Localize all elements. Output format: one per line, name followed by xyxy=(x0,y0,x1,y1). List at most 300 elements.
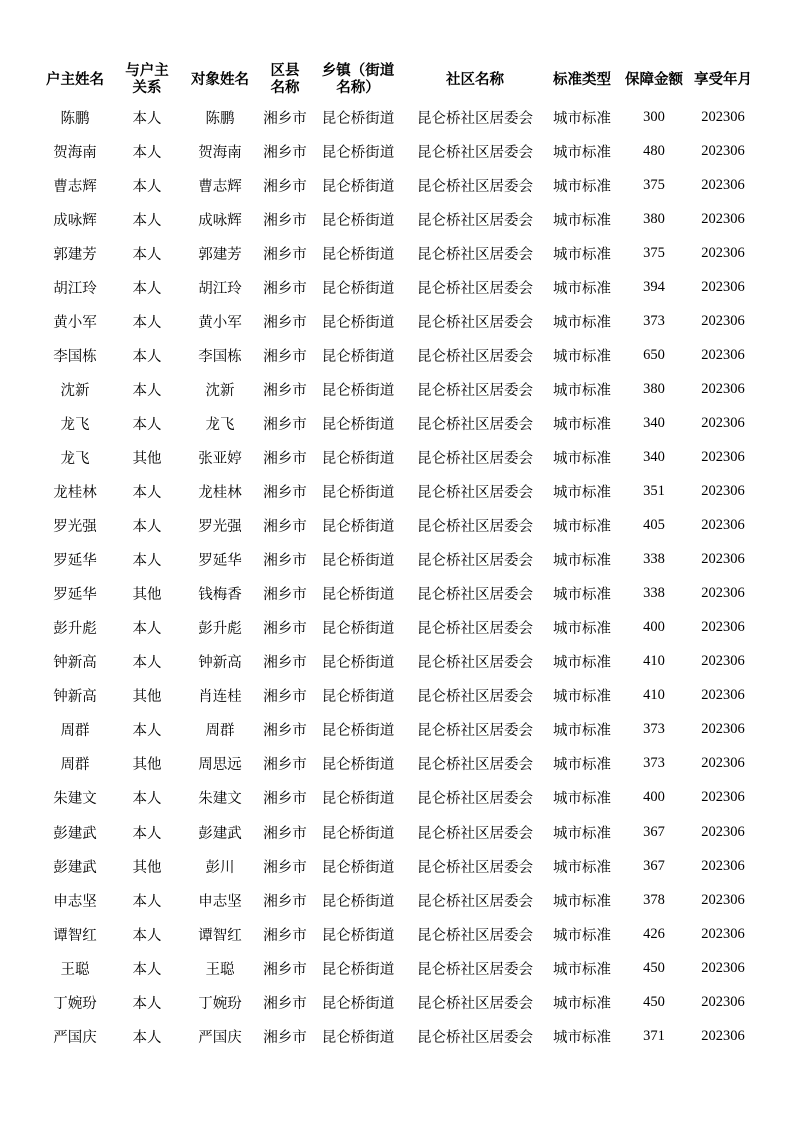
household-head-name-cell: 钟新高 xyxy=(53,655,97,672)
community-cell: 昆仑桥社区居委会 xyxy=(417,825,533,842)
relation-cell: 本人 xyxy=(132,1029,162,1046)
community-cell: 昆仑桥社区居委会 xyxy=(417,655,533,672)
table-row xyxy=(38,713,756,747)
community-cell: 昆仑桥社区居委会 xyxy=(417,144,533,161)
amount-cell: 371 xyxy=(643,1027,665,1044)
county-cell: 湘乡市 xyxy=(263,553,307,570)
community-cell: 昆仑桥社区居委会 xyxy=(417,416,533,433)
town-street-cell: 昆仑桥街道 xyxy=(321,689,395,706)
month-cell: 202306 xyxy=(701,380,745,397)
household-head-name-cell: 成咏辉 xyxy=(53,212,97,229)
table-header xyxy=(38,60,756,100)
table-row xyxy=(38,372,756,406)
amount-cell: 340 xyxy=(643,414,665,431)
household-head-name-cell: 龙飞 xyxy=(60,416,90,433)
household-head-name-cell: 郭建芳 xyxy=(53,246,97,263)
header-benefit-amount xyxy=(618,60,690,100)
town-street-cell: 昆仑桥街道 xyxy=(321,485,395,502)
relation-cell: 本人 xyxy=(132,144,162,161)
amount-cell: 400 xyxy=(643,789,665,806)
table-row xyxy=(38,338,756,372)
town-street-cell: 昆仑桥街道 xyxy=(321,212,395,229)
amount-cell: 375 xyxy=(643,244,665,261)
amount-cell: 380 xyxy=(643,380,665,397)
month-cell: 202306 xyxy=(701,448,745,465)
header-label: 关系 xyxy=(132,80,162,96)
community-cell: 昆仑桥社区居委会 xyxy=(417,348,533,365)
town-street-cell: 昆仑桥街道 xyxy=(321,314,395,331)
relation-cell: 本人 xyxy=(132,110,162,127)
standard-type-cell: 城市标准 xyxy=(553,757,611,774)
recipient-name-cell: 彭建武 xyxy=(198,825,242,842)
town-street-cell: 昆仑桥街道 xyxy=(321,1029,395,1046)
recipient-name-cell: 彭川 xyxy=(205,859,235,876)
document-page xyxy=(38,60,756,1053)
county-cell: 湘乡市 xyxy=(263,485,307,502)
table-row xyxy=(38,134,756,168)
community-cell: 昆仑桥社区居委会 xyxy=(417,178,533,195)
relation-cell: 本人 xyxy=(132,553,162,570)
amount-cell: 410 xyxy=(643,653,665,670)
recipient-name-cell: 成咏辉 xyxy=(198,212,242,229)
county-cell: 湘乡市 xyxy=(263,280,307,297)
month-cell: 202306 xyxy=(701,346,745,363)
relation-cell: 本人 xyxy=(132,893,162,910)
table-row xyxy=(38,168,756,202)
recipient-name-cell: 罗延华 xyxy=(198,553,242,570)
community-cell: 昆仑桥社区居委会 xyxy=(417,314,533,331)
standard-type-cell: 城市标准 xyxy=(553,961,611,978)
household-head-name-cell: 沈新 xyxy=(60,382,90,399)
standard-type-cell: 城市标准 xyxy=(553,791,611,808)
standard-type-cell: 城市标准 xyxy=(553,178,611,195)
amount-cell: 450 xyxy=(643,993,665,1010)
table-row xyxy=(38,236,756,270)
month-cell: 202306 xyxy=(701,210,745,227)
month-cell: 202306 xyxy=(701,721,745,738)
amount-cell: 410 xyxy=(643,687,665,704)
community-cell: 昆仑桥社区居委会 xyxy=(417,961,533,978)
household-head-name-cell: 陈鹏 xyxy=(60,110,90,127)
relation-cell: 本人 xyxy=(132,723,162,740)
household-head-name-cell: 胡江玲 xyxy=(53,280,97,297)
household-head-name-cell: 李国栋 xyxy=(53,348,97,365)
header-label: 享受年月 xyxy=(694,71,752,88)
county-cell: 湘乡市 xyxy=(263,178,307,195)
month-cell: 202306 xyxy=(701,108,745,125)
town-street-cell: 昆仑桥街道 xyxy=(321,450,395,467)
county-cell: 湘乡市 xyxy=(263,587,307,604)
community-cell: 昆仑桥社区居委会 xyxy=(417,791,533,808)
relation-cell: 本人 xyxy=(132,961,162,978)
household-head-name-cell: 彭建武 xyxy=(53,859,97,876)
amount-cell: 367 xyxy=(643,857,665,874)
household-head-name-cell: 申志坚 xyxy=(53,893,97,910)
household-head-name-cell: 周群 xyxy=(60,723,90,740)
county-cell: 湘乡市 xyxy=(263,519,307,536)
community-cell: 昆仑桥社区居委会 xyxy=(417,757,533,774)
table-row xyxy=(38,815,756,849)
community-cell: 昆仑桥社区居委会 xyxy=(417,689,533,706)
amount-cell: 351 xyxy=(643,483,665,500)
county-cell: 湘乡市 xyxy=(263,1029,307,1046)
recipient-name-cell: 曹志辉 xyxy=(198,178,242,195)
relation-cell: 本人 xyxy=(132,348,162,365)
household-head-name-cell: 龙桂林 xyxy=(53,485,97,502)
standard-type-cell: 城市标准 xyxy=(553,655,611,672)
household-head-name-cell: 罗光强 xyxy=(53,519,97,536)
household-head-name-cell: 贺海南 xyxy=(53,144,97,161)
amount-cell: 373 xyxy=(643,755,665,772)
community-cell: 昆仑桥社区居委会 xyxy=(417,723,533,740)
amount-cell: 650 xyxy=(643,346,665,363)
relation-cell: 本人 xyxy=(132,314,162,331)
month-cell: 202306 xyxy=(701,993,745,1010)
town-street-cell: 昆仑桥街道 xyxy=(321,621,395,638)
recipient-name-cell: 沈新 xyxy=(205,382,235,399)
table-row xyxy=(38,951,756,985)
amount-cell: 367 xyxy=(643,823,665,840)
standard-type-cell: 城市标准 xyxy=(553,587,611,604)
month-cell: 202306 xyxy=(701,278,745,295)
recipient-name-cell: 黄小军 xyxy=(198,314,242,331)
town-street-cell: 昆仑桥街道 xyxy=(321,961,395,978)
amount-cell: 378 xyxy=(643,891,665,908)
community-cell: 昆仑桥社区居委会 xyxy=(417,246,533,263)
household-head-name-cell: 钟新高 xyxy=(53,689,97,706)
county-cell: 湘乡市 xyxy=(263,450,307,467)
relation-cell: 本人 xyxy=(132,791,162,808)
recipient-name-cell: 罗光强 xyxy=(198,519,242,536)
table-row xyxy=(38,1019,756,1053)
recipient-name-cell: 钟新高 xyxy=(198,655,242,672)
recipient-name-cell: 谭智红 xyxy=(198,927,242,944)
town-street-cell: 昆仑桥街道 xyxy=(321,280,395,297)
amount-cell: 373 xyxy=(643,312,665,329)
table-row xyxy=(38,781,756,815)
relation-cell: 本人 xyxy=(132,519,162,536)
month-cell: 202306 xyxy=(701,653,745,670)
recipient-name-cell: 周思远 xyxy=(198,757,242,774)
amount-cell: 400 xyxy=(643,619,665,636)
amount-cell: 373 xyxy=(643,721,665,738)
standard-type-cell: 城市标准 xyxy=(553,382,611,399)
standard-type-cell: 城市标准 xyxy=(553,621,611,638)
standard-type-cell: 城市标准 xyxy=(553,110,611,127)
county-cell: 湘乡市 xyxy=(263,314,307,331)
relation-cell: 本人 xyxy=(132,382,162,399)
header-label: 区县 xyxy=(270,63,300,79)
county-cell: 湘乡市 xyxy=(263,927,307,944)
relation-cell: 本人 xyxy=(132,178,162,195)
recipient-name-cell: 胡江玲 xyxy=(198,280,242,297)
relation-cell: 本人 xyxy=(132,825,162,842)
community-cell: 昆仑桥社区居委会 xyxy=(417,1029,533,1046)
amount-cell: 426 xyxy=(643,925,665,942)
recipient-name-cell: 龙飞 xyxy=(205,416,235,433)
standard-type-cell: 城市标准 xyxy=(553,348,611,365)
standard-type-cell: 城市标准 xyxy=(553,314,611,331)
recipient-name-cell: 钱梅香 xyxy=(198,587,242,604)
recipient-name-cell: 张亚婷 xyxy=(198,450,242,467)
county-cell: 湘乡市 xyxy=(263,757,307,774)
month-cell: 202306 xyxy=(701,687,745,704)
town-street-cell: 昆仑桥街道 xyxy=(321,348,395,365)
town-street-cell: 昆仑桥街道 xyxy=(321,655,395,672)
table-row xyxy=(38,577,756,611)
table-row xyxy=(38,440,756,474)
relation-cell: 本人 xyxy=(132,927,162,944)
town-street-cell: 昆仑桥街道 xyxy=(321,859,395,876)
household-head-name-cell: 龙飞 xyxy=(60,450,90,467)
standard-type-cell: 城市标准 xyxy=(553,485,611,502)
household-head-name-cell: 黄小军 xyxy=(53,314,97,331)
community-cell: 昆仑桥社区居委会 xyxy=(417,553,533,570)
standard-type-cell: 城市标准 xyxy=(553,280,611,297)
month-cell: 202306 xyxy=(701,891,745,908)
table-row xyxy=(38,849,756,883)
town-street-cell: 昆仑桥街道 xyxy=(321,893,395,910)
relation-cell: 本人 xyxy=(132,212,162,229)
amount-cell: 375 xyxy=(643,176,665,193)
month-cell: 202306 xyxy=(701,857,745,874)
table-row xyxy=(38,100,756,134)
table-row xyxy=(38,509,756,543)
household-head-name-cell: 朱建文 xyxy=(53,791,97,808)
amount-cell: 338 xyxy=(643,585,665,602)
table-row xyxy=(38,406,756,440)
amount-cell: 450 xyxy=(643,959,665,976)
month-cell: 202306 xyxy=(701,619,745,636)
county-cell: 湘乡市 xyxy=(263,791,307,808)
month-cell: 202306 xyxy=(701,414,745,431)
table-row xyxy=(38,202,756,236)
county-cell: 湘乡市 xyxy=(263,246,307,263)
recipient-name-cell: 郭建芳 xyxy=(198,246,242,263)
header-community-name xyxy=(404,60,546,100)
relation-cell: 其他 xyxy=(132,587,162,604)
header-label: 标准类型 xyxy=(553,71,611,88)
household-head-name-cell: 严国庆 xyxy=(53,1029,97,1046)
header-benefit-month xyxy=(690,60,756,100)
standard-type-cell: 城市标准 xyxy=(553,416,611,433)
header-household-head-name xyxy=(38,60,112,100)
header-relation-to-head xyxy=(112,60,182,100)
county-cell: 湘乡市 xyxy=(263,825,307,842)
header-recipient-name xyxy=(182,60,258,100)
month-cell: 202306 xyxy=(701,755,745,772)
household-head-name-cell: 周群 xyxy=(60,757,90,774)
table-row xyxy=(38,543,756,577)
header-label: 社区名称 xyxy=(446,71,504,88)
table-row xyxy=(38,679,756,713)
town-street-cell: 昆仑桥街道 xyxy=(321,587,395,604)
county-cell: 湘乡市 xyxy=(263,859,307,876)
household-head-name-cell: 罗延华 xyxy=(53,587,97,604)
county-cell: 湘乡市 xyxy=(263,382,307,399)
standard-type-cell: 城市标准 xyxy=(553,927,611,944)
recipient-name-cell: 周群 xyxy=(205,723,235,740)
town-street-cell: 昆仑桥街道 xyxy=(321,723,395,740)
header-label: 乡镇（街道 xyxy=(321,63,395,79)
month-cell: 202306 xyxy=(701,789,745,806)
header-label: 对象姓名 xyxy=(191,71,249,88)
amount-cell: 338 xyxy=(643,551,665,568)
town-street-cell: 昆仑桥街道 xyxy=(321,144,395,161)
amount-cell: 300 xyxy=(643,108,665,125)
table-row xyxy=(38,475,756,509)
header-standard-type xyxy=(546,60,618,100)
recipient-name-cell: 彭升彪 xyxy=(198,621,242,638)
county-cell: 湘乡市 xyxy=(263,961,307,978)
month-cell: 202306 xyxy=(701,312,745,329)
standard-type-cell: 城市标准 xyxy=(553,723,611,740)
county-cell: 湘乡市 xyxy=(263,212,307,229)
relation-cell: 本人 xyxy=(132,280,162,297)
community-cell: 昆仑桥社区居委会 xyxy=(417,519,533,536)
county-cell: 湘乡市 xyxy=(263,621,307,638)
relation-cell: 本人 xyxy=(132,621,162,638)
community-cell: 昆仑桥社区居委会 xyxy=(417,587,533,604)
month-cell: 202306 xyxy=(701,959,745,976)
amount-cell: 394 xyxy=(643,278,665,295)
standard-type-cell: 城市标准 xyxy=(553,1029,611,1046)
community-cell: 昆仑桥社区居委会 xyxy=(417,621,533,638)
recipient-name-cell: 肖连桂 xyxy=(198,689,242,706)
household-head-name-cell: 罗延华 xyxy=(53,553,97,570)
header-row xyxy=(38,60,756,100)
county-cell: 湘乡市 xyxy=(263,655,307,672)
relation-cell: 本人 xyxy=(132,485,162,502)
county-cell: 湘乡市 xyxy=(263,144,307,161)
county-cell: 湘乡市 xyxy=(263,110,307,127)
table-row xyxy=(38,304,756,338)
amount-cell: 480 xyxy=(643,142,665,159)
county-cell: 湘乡市 xyxy=(263,689,307,706)
household-head-name-cell: 彭升彪 xyxy=(53,621,97,638)
community-cell: 昆仑桥社区居委会 xyxy=(417,859,533,876)
month-cell: 202306 xyxy=(701,823,745,840)
household-head-name-cell: 王聪 xyxy=(60,961,90,978)
town-street-cell: 昆仑桥街道 xyxy=(321,110,395,127)
month-cell: 202306 xyxy=(701,517,745,534)
standard-type-cell: 城市标准 xyxy=(553,859,611,876)
table-row xyxy=(38,985,756,1019)
recipient-name-cell: 贺海南 xyxy=(198,144,242,161)
table-body xyxy=(38,100,756,1053)
recipient-name-cell: 丁婉玢 xyxy=(198,995,242,1012)
standard-type-cell: 城市标准 xyxy=(553,144,611,161)
standard-type-cell: 城市标准 xyxy=(553,246,611,263)
standard-type-cell: 城市标准 xyxy=(553,553,611,570)
household-head-name-cell: 彭建武 xyxy=(53,825,97,842)
relation-cell: 本人 xyxy=(132,655,162,672)
town-street-cell: 昆仑桥街道 xyxy=(321,995,395,1012)
recipient-name-cell: 朱建文 xyxy=(198,791,242,808)
amount-cell: 340 xyxy=(643,448,665,465)
county-cell: 湘乡市 xyxy=(263,416,307,433)
table-row xyxy=(38,611,756,645)
amount-cell: 380 xyxy=(643,210,665,227)
month-cell: 202306 xyxy=(701,551,745,568)
household-head-name-cell: 谭智红 xyxy=(53,927,97,944)
standard-type-cell: 城市标准 xyxy=(553,893,611,910)
header-label: 名称） xyxy=(336,80,380,96)
standard-type-cell: 城市标准 xyxy=(553,450,611,467)
standard-type-cell: 城市标准 xyxy=(553,825,611,842)
county-cell: 湘乡市 xyxy=(263,348,307,365)
header-town-street-name xyxy=(312,60,404,100)
header-county-name xyxy=(258,60,312,100)
month-cell: 202306 xyxy=(701,1027,745,1044)
relation-cell: 本人 xyxy=(132,246,162,263)
town-street-cell: 昆仑桥街道 xyxy=(321,553,395,570)
community-cell: 昆仑桥社区居委会 xyxy=(417,485,533,502)
assistance-roster-table xyxy=(38,60,756,1053)
household-head-name-cell: 曹志辉 xyxy=(53,178,97,195)
community-cell: 昆仑桥社区居委会 xyxy=(417,110,533,127)
month-cell: 202306 xyxy=(701,176,745,193)
community-cell: 昆仑桥社区居委会 xyxy=(417,382,533,399)
table-row xyxy=(38,917,756,951)
recipient-name-cell: 陈鹏 xyxy=(205,110,235,127)
town-street-cell: 昆仑桥街道 xyxy=(321,246,395,263)
header-label: 户主姓名 xyxy=(46,71,104,88)
table-row xyxy=(38,645,756,679)
relation-cell: 其他 xyxy=(132,450,162,467)
county-cell: 湘乡市 xyxy=(263,995,307,1012)
relation-cell: 其他 xyxy=(132,757,162,774)
household-head-name-cell: 丁婉玢 xyxy=(53,995,97,1012)
table-row xyxy=(38,883,756,917)
month-cell: 202306 xyxy=(701,142,745,159)
recipient-name-cell: 严国庆 xyxy=(198,1029,242,1046)
community-cell: 昆仑桥社区居委会 xyxy=(417,280,533,297)
county-cell: 湘乡市 xyxy=(263,723,307,740)
standard-type-cell: 城市标准 xyxy=(553,689,611,706)
recipient-name-cell: 申志坚 xyxy=(198,893,242,910)
month-cell: 202306 xyxy=(701,585,745,602)
community-cell: 昆仑桥社区居委会 xyxy=(417,893,533,910)
community-cell: 昆仑桥社区居委会 xyxy=(417,927,533,944)
amount-cell: 405 xyxy=(643,517,665,534)
header-label: 保障金额 xyxy=(625,71,683,88)
county-cell: 湘乡市 xyxy=(263,893,307,910)
town-street-cell: 昆仑桥街道 xyxy=(321,519,395,536)
relation-cell: 本人 xyxy=(132,416,162,433)
standard-type-cell: 城市标准 xyxy=(553,212,611,229)
town-street-cell: 昆仑桥街道 xyxy=(321,416,395,433)
header-label: 与户主 xyxy=(125,63,169,79)
month-cell: 202306 xyxy=(701,244,745,261)
month-cell: 202306 xyxy=(701,925,745,942)
relation-cell: 其他 xyxy=(132,689,162,706)
community-cell: 昆仑桥社区居委会 xyxy=(417,995,533,1012)
town-street-cell: 昆仑桥街道 xyxy=(321,382,395,399)
month-cell: 202306 xyxy=(701,483,745,500)
standard-type-cell: 城市标准 xyxy=(553,519,611,536)
town-street-cell: 昆仑桥街道 xyxy=(321,178,395,195)
town-street-cell: 昆仑桥街道 xyxy=(321,825,395,842)
standard-type-cell: 城市标准 xyxy=(553,995,611,1012)
header-label: 名称 xyxy=(270,80,300,96)
town-street-cell: 昆仑桥街道 xyxy=(321,791,395,808)
town-street-cell: 昆仑桥街道 xyxy=(321,757,395,774)
table-row xyxy=(38,270,756,304)
table-row xyxy=(38,747,756,781)
relation-cell: 其他 xyxy=(132,859,162,876)
community-cell: 昆仑桥社区居委会 xyxy=(417,450,533,467)
